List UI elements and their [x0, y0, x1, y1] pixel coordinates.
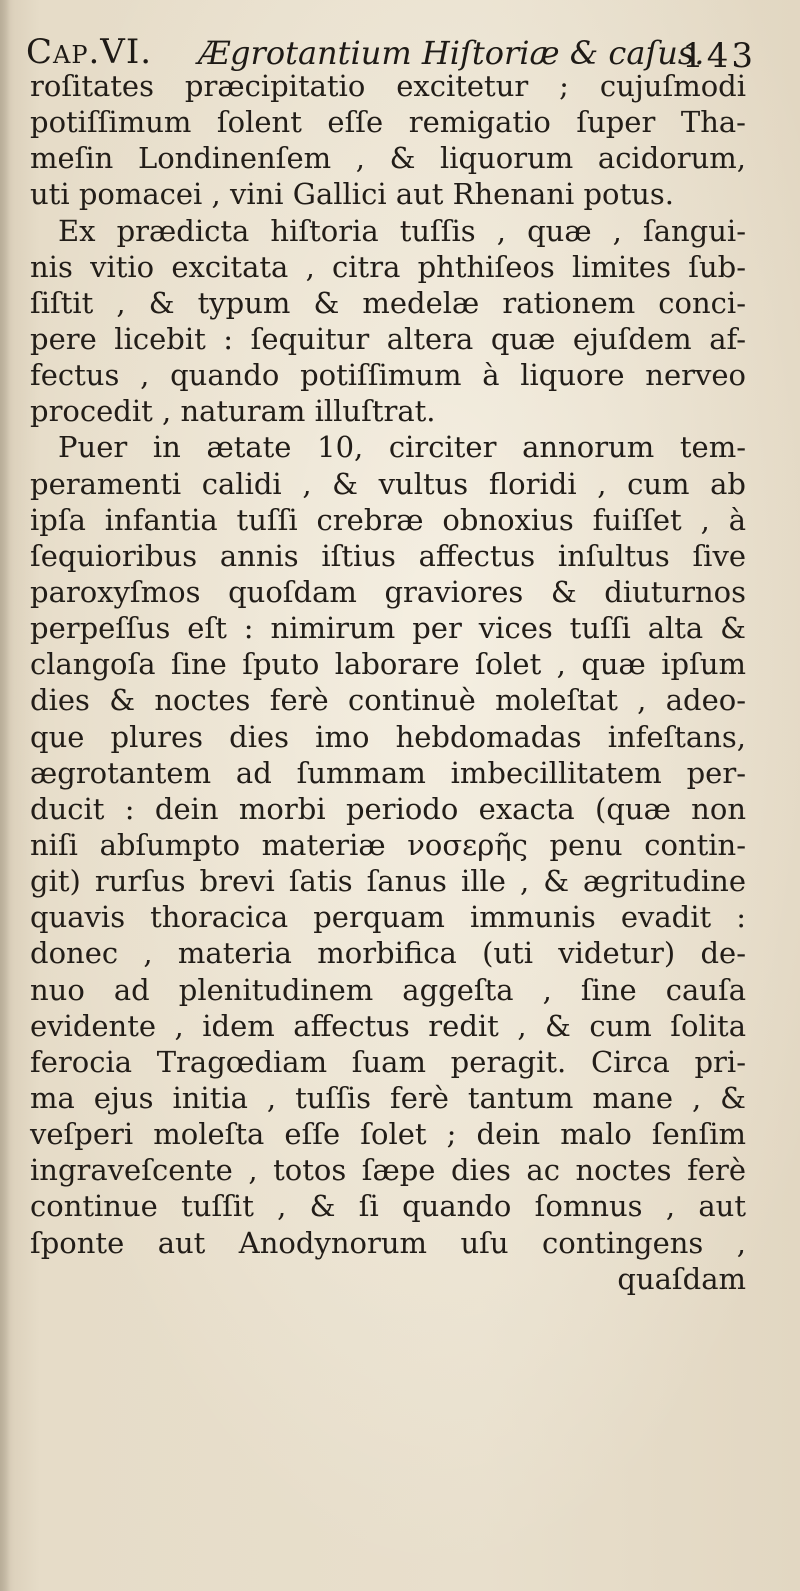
- text-line: ferocia Tragœdiam ſuam peragit. Circa pri-: [30, 1044, 746, 1079]
- text-line: pere licebit : ſequitur altera quæ ejuſdem af-: [30, 321, 746, 356]
- text-line: fectus , quando potiſſimum à liquore nerveo: [30, 358, 746, 393]
- text-line: ægrotantem ad ſummam imbecillitatem per-: [30, 755, 746, 790]
- text-line: ma ejus initia , tuſſis ferè tantum mane , &: [30, 1080, 746, 1115]
- text-line: dies & noctes ferè continuè moleſtat , adeo-: [30, 683, 746, 718]
- text-line: git) rurſus brevi ſatis ſanus ille , & ægritudine: [30, 864, 746, 899]
- text-line: nis vitio excitata , citra phthiſeos limites ſub-: [30, 249, 746, 284]
- text-line: uti pomacei , vini Gallici aut Rhenani potus.: [30, 177, 674, 212]
- text-line: que plures dies imo hebdomadas infeſtans,: [30, 719, 746, 754]
- text-line: quavis thoracica perquam immunis evadit :: [30, 900, 746, 935]
- text-line: niſi abſumpto materiæ νοσερῆς penu contin-: [30, 827, 746, 862]
- paragraph-start-line: Ex prædicta hiſtoria tuſſis , quæ , ſangui-: [58, 213, 746, 248]
- running-title: Ægrotantium Hiſtoriæ & caſus.: [198, 34, 705, 72]
- text-line: roſitates præcipitatio excitetur ; cujuſmodi: [30, 69, 746, 103]
- page-number: 143: [682, 36, 756, 76]
- text-line: ducit : dein morbi periodo exacta (quæ non: [30, 791, 746, 826]
- text-line: clangoſa ſine ſputo laborare ſolet , quæ ipſum: [30, 647, 746, 682]
- text-line: ipſa infantia tuſſi crebræ obnoxius fuiſſet , à: [30, 502, 746, 537]
- text-line: ingraveſcente , totos ſæpe dies ac noctes ferè: [30, 1153, 746, 1188]
- text-line: paroxyſmos quoſdam graviores & diuturnos: [30, 574, 746, 609]
- text-line: nuo ad plenitudinem aggeſta , ſine cauſa: [30, 972, 746, 1007]
- chapter-label: Cap.VI.: [26, 32, 153, 72]
- text-line: veſperi moleſta eſſe ſolet ; dein malo ſenſim: [30, 1117, 746, 1152]
- text-line: donec , materia morbifica (uti videtur) de-: [30, 936, 746, 971]
- text-line: perpeſſus eſt : nimirum per vices tuſſi alta &: [30, 611, 746, 646]
- paragraph-start-line: Puer in ætate 10, circiter annorum tem-: [58, 430, 746, 465]
- text-line: ſiſtit , & typum & medelæ rationem conci-: [30, 285, 746, 320]
- text-line: peramenti calidi , & vultus floridi , cum ab: [30, 466, 746, 501]
- text-line: potiſſimum ſolent eſſe remigatio ſuper Tha-: [30, 105, 746, 140]
- text-line: evidente , idem affectus redit , & cum ſolita: [30, 1008, 746, 1043]
- text-line: continue tuſſit , & ſi quando ſomnus , aut: [30, 1189, 746, 1224]
- text-line: meſin Londinenſem , & liquorum acidorum,: [30, 141, 746, 176]
- text-line: ſponte aut Anodynorum uſu contingens ,: [30, 1225, 746, 1260]
- catchword: quaſdam: [617, 1261, 746, 1296]
- page-gutter-shadow: [0, 0, 10, 1591]
- text-line: ſequioribus annis iſtius affectus inſultus ſive: [30, 538, 746, 573]
- body-text: [30, 68, 746, 1297]
- text-line: procedit , naturam illuſtrat.: [30, 394, 436, 429]
- running-head: [26, 18, 756, 74]
